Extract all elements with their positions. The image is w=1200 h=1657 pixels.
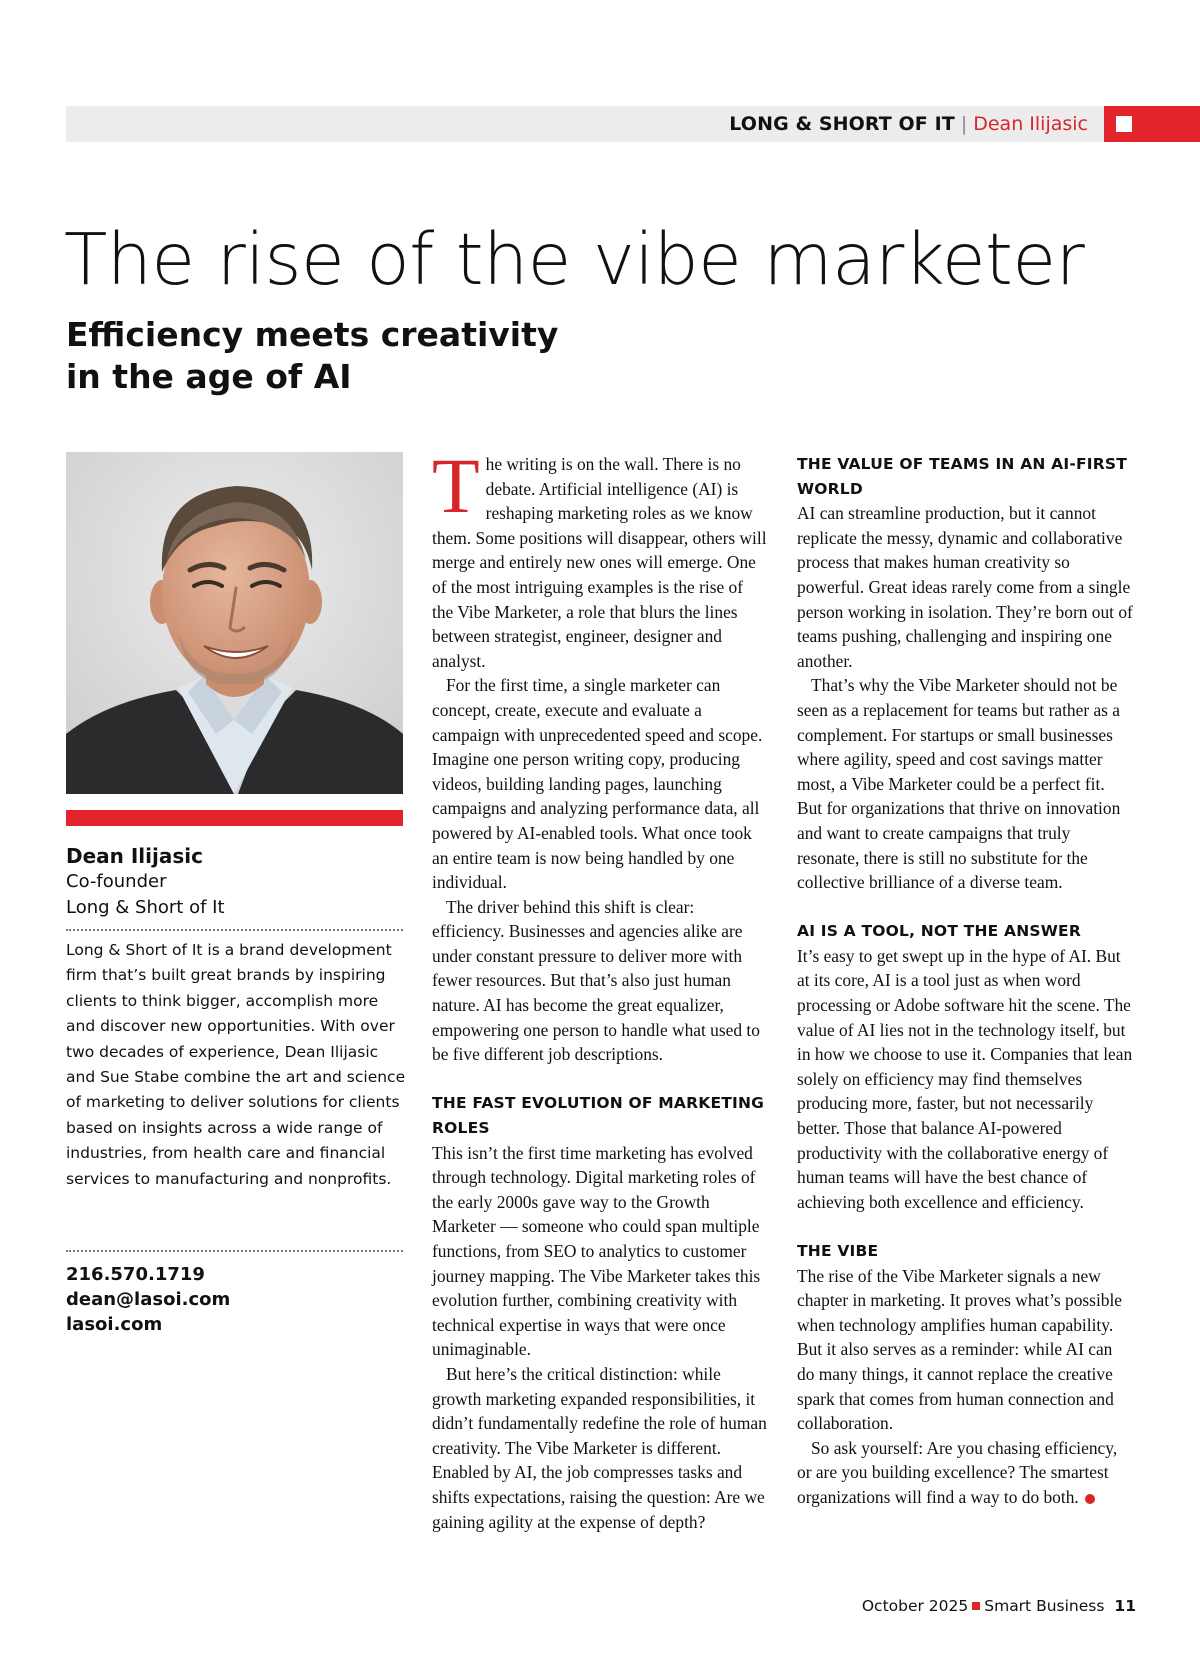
section-heading: THE VIBE — [797, 1242, 879, 1260]
footer-date: October 2025 — [861, 1597, 969, 1615]
bio-role: Co-founder — [66, 871, 167, 892]
header-author: Dean Ilijasic — [973, 113, 1088, 135]
end-mark-icon — [1085, 1494, 1095, 1504]
paragraph: This isn’t the first time marketing has evolved through technology. Digital marketing roles of the early 2000s gave way to the Growth Marketer — someone who could span multiple functions, from SEO to analytics to customer journey mapping. The Vibe Marketer takes this evolution further, combining creativity with technical expertise in ways that were once unimaginable. — [432, 1142, 761, 1360]
article-column-2 — [797, 452, 1133, 1510]
contact-phone: 216.570.1719 — [66, 1264, 205, 1285]
header-red-tab — [1104, 106, 1200, 142]
red-accent-bar — [66, 810, 403, 826]
contact-email[interactable]: dean@lasoi.com — [66, 1289, 231, 1310]
paragraph-text: he writing is on the wall. There is no debate. Artificial intelligence (AI) is reshaping marketing roles as we know them. Some positions will disappear, others will merge and entirely new ones will emerge. One of the most intriguing examples is the rise of the Vibe Marketer, a role that blurs the lines between strategist, engineer, designer and analyst. — [432, 454, 767, 671]
header-separator: | — [960, 113, 968, 135]
subtitle-line-2: in the age of AI — [66, 357, 352, 396]
page-number: 11 — [1114, 1597, 1136, 1615]
dotted-divider-top — [66, 929, 403, 931]
paragraph: The driver behind this shift is clear: efficiency. Businesses and agencies alike are under constant pressure to deliver more with fewer resources. But that’s also just human nature. AI has become the great equalizer, empowering one person to handle what used to be five different job descriptions. — [432, 896, 760, 1065]
header-band — [66, 106, 1200, 142]
article-subtitle — [66, 314, 626, 398]
paragraph: AI can streamline production, but it cannot replicate the messy, dynamic and collaborative process that makes human creativity so powerful. Great ideas rarely come from a single person working in isolation. They’re born out of teams pushing, challenging and inspiring one another. — [797, 503, 1133, 671]
paragraph — [797, 1436, 1133, 1510]
article-title: The rise of the vibe marketer — [64, 218, 1085, 301]
section-heading: THE FAST EVOLUTION OF MARKETING ROLES — [432, 1094, 765, 1138]
article-column-1 — [432, 442, 768, 1534]
portrait-illustration — [66, 452, 403, 794]
footer-publication: Smart Business — [984, 1597, 1105, 1615]
page-footer — [862, 1596, 1136, 1616]
paragraph: That’s why the Vibe Marketer should not be seen as a replacement for teams but rather as a complement. For startups or small businesses where agility, speed and cost savings matter most, a Vibe Marketer could be a perfect fit. But for organizations that thrive on innovation and want to create campaigns that truly resonate, there is still no substitute for the collective brilliance of a diverse team. — [797, 675, 1121, 893]
bio-name: Dean Ilijasic — [66, 844, 203, 868]
author-photo — [66, 452, 403, 794]
running-header — [729, 106, 1088, 142]
drop-cap: T — [432, 442, 480, 529]
paragraph: The rise of the Vibe Marketer signals a new chapter in marketing. It proves what’s possible when technology amplifies human capability. But it also serves as a reminder: while AI can do many things, it cannot replace the creative spark that comes from human connection and collaboration. — [797, 1265, 1123, 1434]
paragraph-text: So ask yourself: Are you chasing efficiency, or are you building excellence? The smartest organizations will find a way to do both. — [797, 1437, 1118, 1507]
paragraph — [432, 442, 768, 673]
paragraph: For the first time, a single marketer can concept, create, execute and evaluate a campaign with unprecedented speed and scope. Imagine one person writing copy, producing videos, building landing pages, launching campaigns and analyzing performance data, all powered by AI-enabled tools. What once took an entire team is now being handled by one individual. — [432, 675, 763, 893]
header-section: LONG & SHORT OF IT — [729, 113, 955, 135]
subtitle-line-1: Efficiency meets creativity — [66, 315, 559, 354]
bio-description: Long & Short of It is a brand development firm that’s built great brands by inspiring clients to think bigger, accomplish more and discover new opportunities. With over two decades of experience, Dean Ilijasic and Sue Stabe combine the art and science of marketing to deliver solutions for clients based on insights across a wide range of industries, from health care and financial services to manufacturing and nonprofits. — [66, 941, 406, 1188]
square-icon — [1116, 116, 1132, 132]
paragraph: But here’s the critical distinction: while growth marketing expanded responsibilities, it didn’t fundamentally redefine the role of human creativity. The Vibe Marketer is different. Enabled by AI, the job compresses tasks and shifts expectations, raising the question: Are we gaining agility at the expense of depth? — [432, 1363, 767, 1532]
section-heading: AI IS A TOOL, NOT THE ANSWER — [797, 922, 1081, 941]
dotted-divider-bottom — [66, 1250, 403, 1252]
bio-company: Long & Short of It — [66, 897, 225, 918]
contact-website[interactable]: lasoi.com — [66, 1314, 163, 1335]
footer-square-icon — [972, 1602, 980, 1610]
paragraph: It’s easy to get swept up in the hype of AI. But at its core, AI is a tool just as when word processing or Adobe software hit the scene. The value of AI lies not in the technology itself, but in how we choose to use it. Companies that lean solely on efficiency may find themselves producing more, faster, but not necessarily better. Those that balance AI-powered productivity with the collaborative energy of human teams will have the best chance of achieving both excellence and efficiency. — [797, 945, 1133, 1212]
section-heading: THE VALUE OF TEAMS IN AN AI-FIRST WORLD — [797, 455, 1127, 498]
